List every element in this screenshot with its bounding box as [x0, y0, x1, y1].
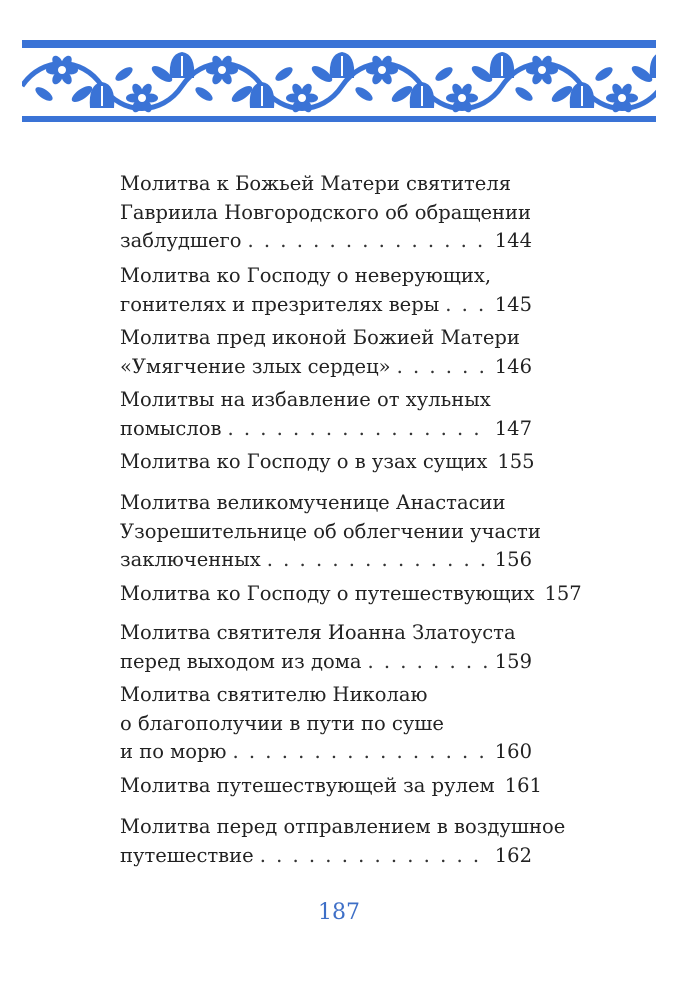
- ornament-bottom-band: [22, 116, 656, 122]
- toc-entry-line: [120, 170, 532, 199]
- toc-entry-line: [120, 489, 532, 518]
- toc-entry-title: Гавриила Новгородского об обращении: [120, 200, 532, 224]
- toc-page-number: 147: [494, 416, 532, 440]
- toc-page-number: 159: [494, 649, 532, 673]
- toc-page-number: 155: [497, 450, 535, 473]
- toc-entry-title: Молитва ко Господу о в узах сущих: [120, 450, 488, 473]
- toc-entry-title: перед выходом из дома: [120, 649, 362, 673]
- toc-entry-title: Молитва святителю Николаю: [120, 683, 428, 706]
- toc-page-number: 146: [494, 354, 532, 378]
- toc-entry[interactable]: [120, 324, 532, 381]
- ornament-flower-center: [378, 66, 386, 74]
- toc-entry-line: [120, 386, 532, 415]
- floral-border-ornament: [22, 40, 656, 122]
- toc-page-number: 162: [494, 843, 532, 867]
- toc-page-number: 156: [494, 548, 532, 571]
- toc-entry[interactable]: [120, 580, 582, 609]
- dot-leader: [397, 353, 491, 382]
- toc-entry-line: [120, 738, 532, 767]
- toc-entry-title: Молитвы на избавление от хульных: [120, 388, 491, 411]
- toc-entry-line: [120, 262, 532, 291]
- toc-entry-line: [120, 227, 532, 256]
- toc-entry-line: [120, 619, 532, 648]
- toc-entry[interactable]: [120, 813, 566, 870]
- ornament-flower-center: [138, 94, 146, 102]
- toc-entry-title: и по морю: [120, 740, 227, 763]
- ornament-flower-center: [538, 66, 546, 74]
- toc-page-number: 145: [494, 292, 532, 316]
- toc-entry-line: [120, 353, 532, 382]
- toc-entry-title: помыслов: [120, 416, 222, 440]
- toc-page-number: 160: [494, 740, 532, 763]
- ornament-leaf: [113, 65, 135, 84]
- ornament-flower-center: [618, 94, 626, 102]
- toc-entry-title: Молитва великомученице Анастасии: [120, 491, 506, 514]
- ornament-leaf: [353, 85, 375, 104]
- toc-entry-line: [120, 324, 532, 353]
- toc-entry[interactable]: [120, 681, 532, 767]
- toc-page-number: 144: [494, 229, 532, 252]
- toc-entry-title: о благополучии в пути по суше: [120, 711, 444, 735]
- toc-entry[interactable]: [120, 489, 541, 575]
- toc-entry-title: Молитва ко Господу о неверующих,: [120, 264, 492, 287]
- toc-entry[interactable]: [120, 170, 532, 256]
- toc-entry-line: [120, 648, 532, 677]
- toc-entry-title: Молитва святителя Иоанна Златоуста: [120, 621, 516, 644]
- ornament-leaf: [193, 85, 215, 104]
- ornament-flower-center: [218, 66, 226, 74]
- toc-entry-line: [120, 415, 532, 444]
- dot-leader: [367, 648, 490, 677]
- toc-entry-line: [120, 772, 542, 801]
- dot-leader: [260, 842, 491, 871]
- toc-entry-title: Молитва к Божьей Матери святителя: [120, 172, 512, 195]
- toc-entry[interactable]: [120, 262, 532, 319]
- toc-entry-title: Молитва пред иконой Божией Матери: [120, 326, 520, 349]
- toc-entry-title: заключенных: [120, 548, 261, 571]
- dot-leader: [233, 738, 491, 767]
- toc-entry-line: [120, 291, 532, 320]
- ornament-tulip: [650, 52, 656, 78]
- toc-entry-title: Молитва ко Господу о путешествующих: [120, 582, 535, 605]
- page-number: 187: [318, 900, 360, 925]
- toc-entry-line: [120, 813, 566, 842]
- toc-entry[interactable]: [120, 619, 532, 676]
- dot-leader: [248, 227, 491, 256]
- toc-entry-line: [120, 681, 532, 710]
- toc-entry-title: Молитва путешествующей за рулем: [120, 774, 495, 797]
- toc-entry-line: [120, 710, 532, 739]
- dot-leader: [267, 546, 491, 575]
- ornament-flower-center: [298, 94, 306, 102]
- toc-page-number: 161: [504, 774, 542, 797]
- ornament-leaf: [433, 65, 455, 84]
- toc-entry-line: [120, 448, 535, 477]
- dot-leader: [227, 415, 490, 444]
- ornament-flower-center: [458, 94, 466, 102]
- toc-entry-title: «Умягчение злых сердец»: [120, 354, 391, 378]
- ornament-top-band: [22, 40, 656, 48]
- toc-entry-title: путешествие: [120, 843, 254, 867]
- toc-entry-title: гонителях и презрителях веры: [120, 292, 440, 316]
- ornament-leaf: [273, 65, 295, 84]
- toc-entry[interactable]: [120, 772, 542, 801]
- toc-entry[interactable]: [120, 448, 535, 477]
- toc-page-number: 157: [544, 582, 582, 605]
- ornament-flower-center: [58, 66, 66, 74]
- toc-entry[interactable]: [120, 386, 532, 443]
- toc-entry-line: [120, 199, 532, 228]
- toc-entry-line: [120, 518, 541, 547]
- ornament-leaf: [593, 65, 615, 84]
- toc-entry-title: Узорешительнице об облегчении участи: [120, 519, 541, 543]
- ornament-leaf: [513, 85, 535, 104]
- toc-entry-title: заблудшего: [120, 229, 242, 252]
- dot-leader: [445, 291, 491, 320]
- ornament-leaf: [33, 85, 55, 104]
- toc-entry-line: [120, 580, 582, 609]
- toc-entry-title: Молитва перед отправлением в воздушное: [120, 815, 566, 838]
- toc-entry-line: [120, 842, 532, 871]
- toc-entry-line: [120, 546, 532, 575]
